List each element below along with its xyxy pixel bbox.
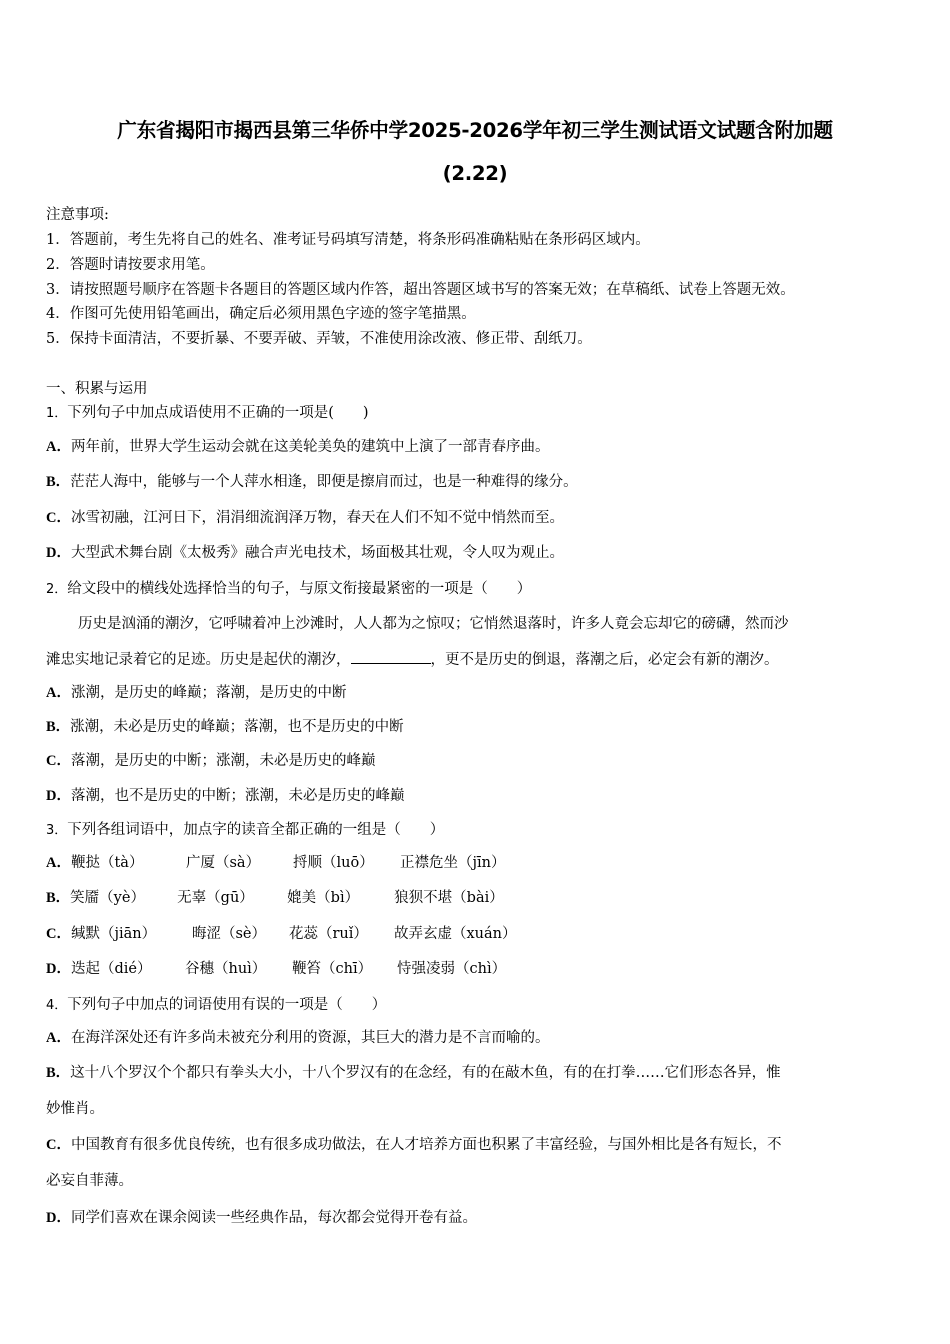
passage-text: ，更不是历史的倒退，落潮之后，必定会有新的潮汐。	[430, 652, 779, 668]
question-text: 给文段中的横线处选择恰当的句子，与原文衔接最紧密的一项是（ ）	[67, 581, 532, 597]
word-item: 狼狈不堪（bài）	[394, 890, 504, 906]
option-text: 茫茫人海中，能够与一个人萍水相逢，即便是擦肩而过，也是一种难得的缘分。	[70, 474, 578, 490]
fill-in-blank	[351, 649, 431, 664]
word-item: 媲美（bì）	[287, 890, 360, 906]
question-text: 下列句子中加点的词语使用有误的一项是（ ）	[67, 997, 387, 1013]
notice-item: 5．保持卡面清洁，不要折暴、不要弄破、弄皱，不准使用涂改液、修正带、刮纸刀。	[46, 331, 592, 347]
question-text: 下列句子中加点成语使用不正确的一项是( )	[67, 405, 369, 421]
notice-item: 2．答题时请按要求用笔。	[46, 257, 215, 273]
word-item: 谷穗（huì）	[184, 961, 267, 977]
notice-item: 1．答题前，考生先将自己的姓名、准考证号码填写清楚，将条形码准确粘贴在条形码区域内。	[46, 232, 650, 248]
q3-option-a	[46, 851, 505, 872]
q4-option-c	[46, 1133, 781, 1154]
option-label: A．	[46, 439, 71, 455]
option-label: D．	[46, 1210, 71, 1226]
q2-option-a	[46, 681, 346, 702]
q2-option-d	[46, 784, 404, 805]
q2-option-b	[46, 715, 404, 736]
notice-item: 4．作图可先使用铅笔画出，确定后必须用黑色字迹的签字笔描黑。	[46, 306, 476, 322]
passage-text: 滩忠实地记录着它的足迹。历史是起伏的潮汐，	[46, 652, 351, 668]
q2-passage-line-1: 历史是汹涌的潮汐，它呼啸着冲上沙滩时，人人都为之惊叹；它悄然退落时，许多人竟会忘却它的磅礴，然而沙	[78, 616, 789, 632]
option-label: A．	[46, 855, 71, 871]
q1-option-c	[46, 506, 564, 527]
question-number: 3．	[46, 823, 68, 838]
question-3-stem	[46, 818, 444, 839]
option-label: D．	[46, 545, 71, 561]
word-item: 花蕊（ruǐ）	[288, 926, 368, 942]
word-item: 笑靥（yè）	[70, 890, 145, 906]
question-4-stem	[46, 993, 386, 1014]
option-text: 落潮，也不是历史的中断；涨潮，未必是历史的峰巅	[70, 788, 405, 804]
question-number: 4．	[46, 998, 68, 1013]
option-text: 涨潮，是历史的峰巅；落潮，是历史的中断	[70, 685, 347, 701]
word-item: 广厦（sà）	[185, 855, 261, 871]
q4-option-b	[46, 1061, 781, 1082]
option-label: C．	[46, 510, 71, 526]
question-2-stem	[46, 577, 531, 598]
word-item: 迭起（dié）	[70, 961, 152, 977]
word-item: 正襟危坐（jīn）	[399, 855, 506, 871]
option-text: 大型武术舞台剧《太极秀》融合声光电技术，场面极其壮观，令人叹为观止。	[70, 545, 564, 561]
option-text: 中国教育有很多优良传统，也有很多成功做法，在人才培养方面也积累了丰富经验，与国外相比是各有短长，不	[70, 1137, 782, 1153]
option-label: B．	[46, 474, 71, 490]
word-item: 捋顺（luō）	[292, 855, 374, 871]
q3-option-d	[46, 957, 506, 978]
option-label: C．	[46, 753, 71, 769]
word-item: 恃强凌弱（chì）	[396, 961, 507, 977]
word-item: 故弄玄虚（xuán）	[393, 926, 517, 942]
option-text: 冰雪初融，江河日下，涓涓细流润泽万物，春天在人们不知不觉中悄然而至。	[70, 510, 564, 526]
word-item: 晦涩（sè）	[191, 926, 267, 942]
option-text: 两年前，世界大学生运动会就在这美轮美奂的建筑中上演了一部青春序曲。	[70, 439, 550, 455]
page-title: 广东省揭阳市揭西县第三华侨中学2025-2026学年初三学生测试语文试题含附加题	[117, 119, 833, 142]
page-title-date: (2.22)	[442, 162, 508, 185]
q2-option-c	[46, 749, 375, 770]
option-text: 这十八个罗汉个个都只有拳头大小，十八个罗汉有的在念经，有的在敲木鱼，有的在打拳……它们形态各异，惟	[70, 1065, 781, 1081]
q3-option-b	[46, 886, 504, 907]
q1-option-b	[46, 470, 578, 491]
option-label: D．	[46, 961, 71, 977]
question-number: 1．	[46, 406, 68, 421]
option-label: B．	[46, 1065, 71, 1081]
q4-option-b-cont: 妙惟肖。	[46, 1101, 104, 1117]
question-text: 下列各组词语中，加点字的读音全都正确的一组是（ ）	[67, 822, 445, 838]
q2-passage-line-2	[46, 648, 779, 669]
q4-option-a	[46, 1026, 549, 1047]
question-number: 2．	[46, 582, 68, 597]
option-label: B．	[46, 719, 71, 735]
q4-option-d	[46, 1206, 477, 1227]
option-text: 落潮，是历史的中断；涨潮，未必是历史的峰巅	[70, 753, 376, 769]
q4-option-c-cont: 必妄自菲薄。	[46, 1173, 133, 1189]
option-label: A．	[46, 685, 71, 701]
word-item: 缄默（jiān）	[70, 926, 157, 942]
option-label: C．	[46, 926, 71, 942]
option-label: C．	[46, 1137, 71, 1153]
option-label: A．	[46, 1030, 71, 1046]
notice-heading: 注意事项:	[46, 207, 109, 223]
word-item: 鞭挞（tà）	[70, 855, 144, 871]
option-text: 涨潮，未必是历史的峰巅；落潮，也不是历史的中断	[70, 719, 404, 735]
option-label: B．	[46, 890, 71, 906]
notice-item: 3．请按照题号顺序在答题卡各题目的答题区域内作答，超出答题区域书写的答案无效；在草稿纸、试卷上答题无效。	[46, 282, 795, 298]
option-label: D．	[46, 788, 71, 804]
option-text: 同学们喜欢在课余阅读一些经典作品，每次都会觉得开卷有益。	[70, 1210, 477, 1226]
q1-option-d	[46, 541, 564, 562]
section-heading: 一、积累与运用	[46, 381, 148, 397]
q1-option-a	[46, 435, 549, 456]
option-text: 在海洋深处还有许多尚未被充分利用的资源，其巨大的潜力是不言而喻的。	[70, 1030, 550, 1046]
q3-option-c	[46, 922, 516, 943]
word-item: 无辜（gū）	[177, 890, 254, 906]
word-item: 鞭笞（chī）	[291, 961, 373, 977]
question-1-stem	[46, 401, 369, 422]
